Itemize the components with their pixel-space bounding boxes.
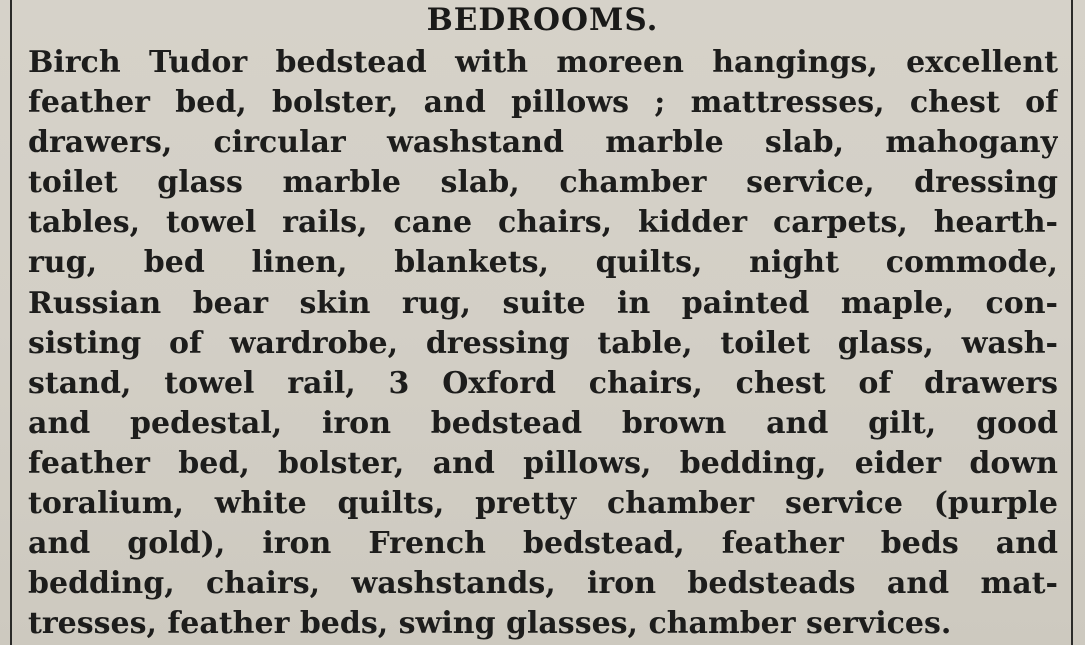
text-line: drawers, circular washstand marble slab, mahogany (28, 125, 1058, 161)
text-line: tables, towel rails, cane chairs, kidder carpets, hearth- (28, 205, 1058, 241)
text-line: toilet glass marble slab, chamber service, dressing (28, 165, 1058, 201)
text-line: and gold), iron French bedstead, feather beds and (28, 526, 1058, 562)
section-body (28, 43, 1058, 644)
text-line: stand, towel rail, 3 Oxford chairs, chest of drawers (28, 365, 1058, 401)
text-line: tresses, feather beds, swing glasses, chamber services. (28, 606, 952, 642)
column-rule-left (10, 0, 12, 645)
text-line: rug, bed linen, blankets, quilts, night commode, (28, 245, 1058, 281)
text-line: and pedestal, iron bedstead brown and gilt, good (28, 405, 1058, 441)
text-line: feather bed, bolster, and pillows ; mattresses, chest of (28, 85, 1058, 121)
text-line: Birch Tudor bedstead with moreen hangings, excellent (28, 45, 1058, 80)
text-line: toralium, white quilts, pretty chamber service (purple (28, 486, 1058, 522)
text-line: feather bed, bolster, and pillows, bedding, eider down (28, 445, 1058, 481)
section-heading: BEDROOMS. (426, 2, 659, 38)
column-rule-right (1071, 0, 1073, 645)
text-line: bedding, chairs, washstands, iron bedsteads and mat- (28, 566, 1058, 602)
text-line: sisting of wardrobe, dressing table, toilet glass, wash- (28, 325, 1058, 361)
text-line: Russian bear skin rug, suite in painted maple, con- (28, 285, 1058, 321)
